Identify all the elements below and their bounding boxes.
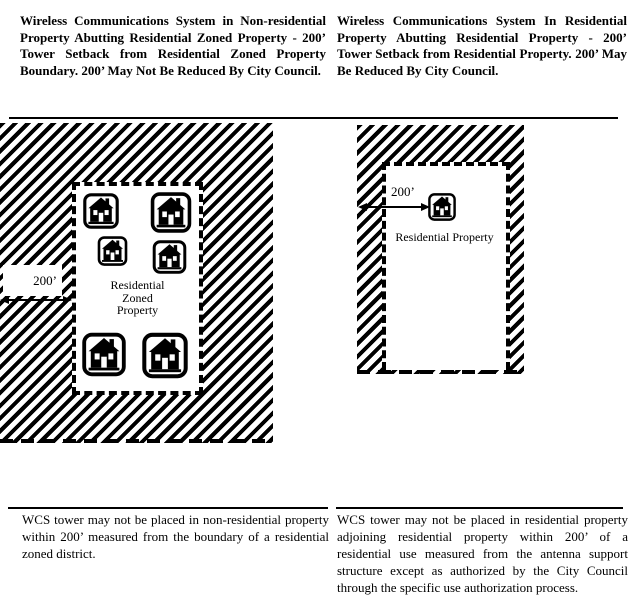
setback-arrow <box>358 202 430 212</box>
house-icon <box>151 240 188 274</box>
setback-distance-text: 200’ <box>391 184 415 199</box>
house-icon <box>82 331 126 378</box>
left-caption-rule <box>8 507 328 509</box>
left-diagram <box>0 123 273 443</box>
arrowhead-left-icon <box>0 296 9 304</box>
right-caption-rule <box>336 507 623 509</box>
setback-arrow <box>0 295 72 305</box>
zone-label-line: Property <box>116 303 159 317</box>
arrow-line <box>367 206 421 208</box>
zone-label-line: Residential <box>110 278 165 292</box>
zone-label-line: Zoned <box>122 290 153 305</box>
top-divider-rule <box>9 117 618 119</box>
residential-zoned-property-area <box>72 182 203 395</box>
right-diagram <box>357 125 524 374</box>
zone-label <box>76 279 199 317</box>
left-caption: WCS tower may not be placed in non-residential property within 200’ measured from the boundary of a residential zoned district. <box>22 512 329 561</box>
right-caption: WCS tower may not be placed in residential property adjoining residential property within 200’ of a residential use measured from the antenna support structure except as authorized by the City Council through the specific use authorization process. <box>337 512 628 595</box>
arrowhead-right-icon <box>63 296 72 304</box>
setback-distance-label <box>3 265 62 296</box>
house-icon <box>142 332 188 379</box>
setback-distance-text: 200’ <box>33 272 57 288</box>
house-icon <box>428 193 456 221</box>
setback-distance-label <box>389 184 417 200</box>
house-icon <box>149 192 193 233</box>
arrow-line <box>9 299 63 301</box>
left-column-title: Wireless Communications System in Non-residential Property Abutting Residential Zoned Property - 200’ Tower Setback from Residential Zoned Property Boundary. 200’ May Not Be Reduced By City Council. <box>20 13 326 78</box>
zone-label: Residential Property <box>395 230 494 244</box>
left-diagram-bottom-boundary <box>0 439 273 443</box>
house-icon <box>96 236 129 266</box>
house-icon <box>83 193 119 229</box>
arrowhead-left-icon <box>358 203 367 211</box>
right-diagram-bottom-boundary <box>357 370 518 374</box>
right-column-title: Wireless Communications System In Residential Property Abutting Residential Property - 200’ Tower Setback from Residential Property. 200’ May Be Reduced By City Council. <box>337 13 627 78</box>
